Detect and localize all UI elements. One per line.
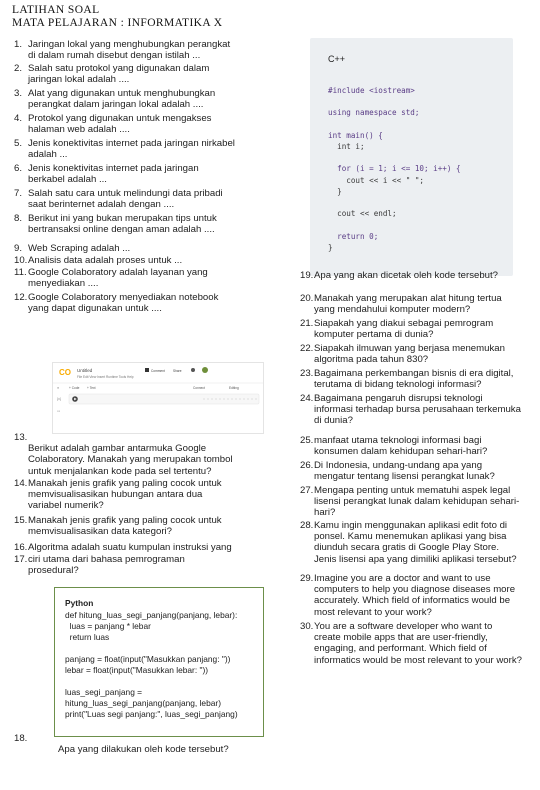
question-line: engaging, and performant. Which field of: [314, 643, 487, 655]
question-item: [300, 435, 532, 457]
code-line: for (i = 1; i <= 10; i++) {: [328, 164, 461, 174]
question-number: 27.: [300, 485, 314, 496]
question-line: informasi terhadap bursa perusahaan terkemuka: [314, 404, 521, 416]
question-text: Jenis konektivitas internet pada jaringan: [28, 163, 199, 174]
question-number: 5.: [14, 138, 23, 149]
question-text: Google Colaboratory adalah layanan yang: [28, 267, 208, 278]
question-line: algoritma pada tahun 830?: [314, 354, 429, 366]
question-line: memvisualisasikan data kategori?: [28, 526, 172, 538]
question-line: adalah ...: [28, 149, 68, 161]
question-line: [14, 138, 276, 149]
code-line: return luas: [65, 632, 110, 642]
question-line: menyediakan ....: [28, 278, 99, 290]
question-line: bertransaksi online dengan aman adalah ....: [28, 224, 215, 236]
colab-title: Untitled: [77, 368, 93, 373]
question-line: [14, 163, 276, 174]
question-line: [300, 485, 532, 496]
question-text: Analisis data adalah proses untuk ...: [28, 255, 183, 266]
question-line: Colaboratory. Manakah yang merupakan tombol: [28, 454, 233, 466]
cpp-code-box: [310, 38, 513, 276]
code-line: luas_segi_panjang =: [65, 687, 143, 697]
question-text: Manakah jenis grafik yang paling cocok untuk: [28, 515, 222, 526]
question-text: Di Indonesia, undang-undang apa yang: [314, 460, 483, 471]
question-number: 11.: [14, 267, 27, 278]
question-number: 3.: [14, 88, 23, 99]
question-number: 20.: [300, 293, 314, 304]
question-18-text: Apa yang dilakukan oleh kode tersebut?: [58, 744, 229, 755]
question-line: [300, 318, 532, 329]
connect-button: Connect: [193, 386, 205, 390]
question-text: Salah satu cara untuk melindungi data pribadi: [28, 188, 223, 199]
question-number: 8.: [14, 213, 23, 224]
question-number: 29.: [300, 573, 314, 584]
code-cell: [69, 394, 259, 404]
question-item: [300, 270, 532, 281]
question-line: [14, 255, 276, 266]
worksheet-heading: LATIHAN SOAL: [12, 4, 100, 16]
question-item: [300, 621, 532, 666]
question-line: [14, 515, 276, 526]
question-number: 9.: [14, 243, 23, 254]
question-line: saat berinternet adalah dengan ....: [28, 199, 175, 211]
code-line: cout << endl;: [328, 209, 397, 219]
question-text: Alat yang digunakan untuk menghubungkan: [28, 88, 216, 99]
question-item: [14, 213, 276, 235]
question-line: konsumen dalam kehidupan sehari-hari?: [314, 446, 488, 458]
question-item: [14, 542, 276, 553]
code-line: panjang = float(input("Masukkan panjang: ")): [65, 654, 231, 664]
question-text: Protokol yang digunakan untuk mengakses: [28, 113, 212, 124]
question-number: 23.: [300, 368, 314, 379]
question-line: [14, 243, 276, 254]
question-text: Jenis konektivitas internet pada jaringan nirkabel: [28, 138, 235, 149]
question-line: lisensi perangkat lunak dalam kehidupan sehari-: [314, 496, 520, 508]
question-number: 14.: [14, 478, 28, 489]
question-text: Apa yang akan dicetak oleh kode tersebut?: [314, 270, 499, 281]
question-text: Siapakah yang diakui sebagai pemrogram: [314, 318, 494, 329]
question-number: 6.: [14, 163, 23, 174]
question-line: berkabel adalah ...: [28, 174, 107, 186]
colab-interface-image: [53, 363, 263, 433]
code-line: using namespace std;: [328, 108, 420, 118]
question-line: [14, 188, 276, 199]
question-text: Jaringan lokal yang menghubungkan perangkat: [28, 39, 231, 50]
comment-icon: [145, 368, 149, 372]
question-line: [300, 573, 532, 584]
question-text: You are a software developer who want to: [314, 621, 493, 632]
question-number: 25.: [300, 435, 314, 446]
question-line: create mobile apps that are user-friendly,: [314, 632, 488, 644]
question-line: [300, 270, 532, 281]
question-number: 12.: [14, 292, 28, 303]
question-line: perangkat dalam jaringan lokal adalah ....: [28, 99, 204, 111]
question-number: 10.: [14, 255, 28, 266]
question-text: Bagaimana perkembangan bisnis di era digital,: [314, 368, 514, 379]
question-line: [300, 293, 532, 304]
question-item: [300, 520, 532, 565]
question-item: [14, 255, 276, 266]
question-item: [14, 267, 276, 289]
code-line: }: [328, 242, 333, 252]
add-code-button: + Code: [69, 386, 80, 390]
question-item: [14, 163, 276, 185]
question-line: [300, 435, 532, 446]
question-item: [14, 63, 276, 85]
question-line: untuk menjalankan kode pada sel tertentu?: [28, 465, 212, 477]
question-item: [14, 554, 276, 576]
question-line: [300, 343, 532, 354]
comment-label: Comment: [151, 369, 165, 373]
question-number: 18.: [14, 733, 28, 744]
question-line: jaringan lokal adalah ....: [28, 74, 130, 86]
question-item: [300, 293, 532, 315]
question-line: hari?: [314, 507, 336, 519]
question-line: ponsel. Kamu menemukan aplikasi yang bisa: [314, 531, 507, 543]
question-item: [14, 243, 276, 254]
question-line: informatics would be most relevant to your work?: [314, 654, 522, 666]
question-number: 15.: [14, 515, 28, 526]
question-text: Mengapa penting untuk mematuhi aspek legal: [314, 485, 511, 496]
question-18: [14, 733, 276, 744]
question-line: yang mendahului komputer modern?: [314, 304, 471, 316]
question-text: Bagaimana pengaruh disrupsi teknologi: [314, 393, 483, 404]
code-line: luas = panjang * lebar: [65, 621, 151, 631]
question-item: [300, 318, 532, 340]
question-number: 7.: [14, 188, 23, 199]
question-number: 19.: [300, 270, 314, 281]
question-number: 1.: [14, 39, 23, 50]
question-item: [300, 485, 532, 519]
question-number: 2.: [14, 63, 23, 74]
question-line: diunduh secara gratis di Google Play Store.: [314, 542, 500, 554]
code-line: return 0;: [328, 231, 379, 241]
question-text: Salah satu protokol yang digunakan dalam: [28, 63, 210, 74]
question-line: memvisualisasikan hubungan antara dua: [28, 489, 203, 501]
question-line: [14, 554, 276, 565]
question-text: manfaat utama teknologi informasi bagi: [314, 435, 482, 446]
share-label: Share: [173, 369, 182, 373]
question-item: [14, 113, 276, 135]
colab-menu: File Edit View Insert Runtime Tools Help: [77, 375, 134, 379]
code-line: cout << i << " ";: [328, 175, 425, 185]
add-text-button: + Text: [87, 386, 96, 390]
question-item: [14, 292, 276, 314]
colab-logo: CO: [59, 368, 71, 377]
code-line: int i;: [328, 142, 365, 151]
question-number: 16.: [14, 542, 28, 553]
question-text: Kamu ingin menggunakan aplikasi edit foto di: [314, 520, 508, 531]
question-line: [14, 63, 276, 74]
question-line: [300, 368, 532, 379]
question-text: Imagine you are a doctor and want to use: [314, 573, 491, 584]
avatar: [202, 367, 208, 373]
question-line: [14, 267, 276, 278]
question-line: prosedural?: [28, 565, 79, 577]
editing-mode: Editing: [229, 386, 239, 390]
python-code-box: [54, 587, 264, 737]
settings-icon: [191, 368, 195, 372]
question-number: 13.: [14, 432, 28, 443]
question-line: [14, 292, 276, 303]
question-item: [14, 188, 276, 210]
question-item: [300, 573, 532, 618]
code-line: hitung_luas_segi_panjang(panjang, lebar): [65, 698, 221, 708]
variables-icon: {x}: [57, 397, 62, 401]
question-item: [14, 515, 276, 537]
question-line: [14, 542, 276, 553]
question-line: Jenis lisensi apa yang dimiliki aplikasi tersebut?: [314, 553, 517, 565]
question-line: terutama di bidang teknologi informasi?: [314, 379, 482, 391]
question-number: 21.: [300, 318, 314, 329]
question-item: [14, 478, 276, 512]
question-line: yang dapat digunakan untuk ....: [28, 303, 162, 315]
question-number: 22.: [300, 343, 314, 354]
question-line: [300, 621, 532, 632]
question-text: Manakah yang merupakan alat hitung tertua: [314, 293, 502, 304]
subject-heading: MATA PELAJARAN : INFORMATIKA X: [12, 17, 223, 29]
question-line: Berikut adalah gambar antarmuka Google: [28, 443, 207, 455]
code-line: int main() {: [328, 130, 383, 140]
question-line: komputer pertama di dunia?: [314, 329, 434, 341]
question-number: 30.: [300, 621, 314, 632]
question-number: 24.: [300, 393, 314, 404]
question-text: Web Scraping adalah ...: [28, 243, 131, 254]
code-line: def hitung_luas_segi_panjang(panjang, lebar):: [65, 610, 238, 620]
question-13: [14, 432, 276, 477]
question-number: 28.: [300, 520, 314, 531]
question-line: computers to help you diagnose diseases more: [314, 584, 516, 596]
code-line: #include <iostream>: [328, 86, 415, 95]
question-text: Siapakah ilmuwan yang berjasa menemukan: [314, 343, 505, 354]
question-line: [300, 520, 532, 531]
code-line: print("Luas segi panjang:", luas_segi_panjang): [65, 709, 238, 719]
question-text: Manakah jenis grafik yang paling cocok untuk: [28, 478, 222, 489]
question-item: [14, 138, 276, 160]
question-line: [14, 213, 276, 224]
question-line: halaman web adalah ....: [28, 124, 130, 136]
python-label: Python: [65, 598, 94, 608]
question-line: accurately. Which field of informatics would be: [314, 595, 511, 607]
question-line: di dunia?: [314, 415, 353, 427]
question-line: [14, 478, 276, 489]
code-line: }: [328, 186, 342, 196]
question-line: [14, 39, 276, 50]
menu-icon: ≡: [57, 386, 60, 390]
question-text: ciri utama dari bahasa pemrograman: [28, 554, 185, 565]
question-item: [300, 343, 532, 365]
question-number: 17.: [14, 554, 28, 565]
code-line: lebar = float(input("Masukkan lebar: ")): [65, 665, 209, 675]
question-text: Google Colaboratory menyediakan notebook: [28, 292, 219, 303]
question-number: 26.: [300, 460, 314, 471]
question-line: [300, 460, 532, 471]
question-item: [300, 460, 532, 482]
colab-screenshot: [52, 362, 264, 434]
question-item: [14, 88, 276, 110]
question-item: [14, 39, 276, 61]
question-line: mengatur tentang lisensi perangkat lunak?: [314, 471, 495, 483]
question-line: most relevant to your work?: [314, 606, 432, 618]
question-line: [14, 113, 276, 124]
question-number: 4.: [14, 113, 23, 124]
question-text: Berikut ini yang bukan merupakan tips untuk: [28, 213, 217, 224]
question-line: di dalam rumah disebut dengan istilah ...: [28, 50, 201, 62]
question-line: variabel numerik?: [28, 500, 104, 512]
files-icon: ▭: [57, 409, 61, 413]
question-item: [300, 393, 532, 427]
question-item: [300, 368, 532, 390]
question-text: Algoritma adalah suatu kumpulan instruksi yang: [28, 542, 232, 553]
question-line: [300, 393, 532, 404]
cpp-label: C++: [328, 54, 346, 64]
question-line: [14, 88, 276, 99]
